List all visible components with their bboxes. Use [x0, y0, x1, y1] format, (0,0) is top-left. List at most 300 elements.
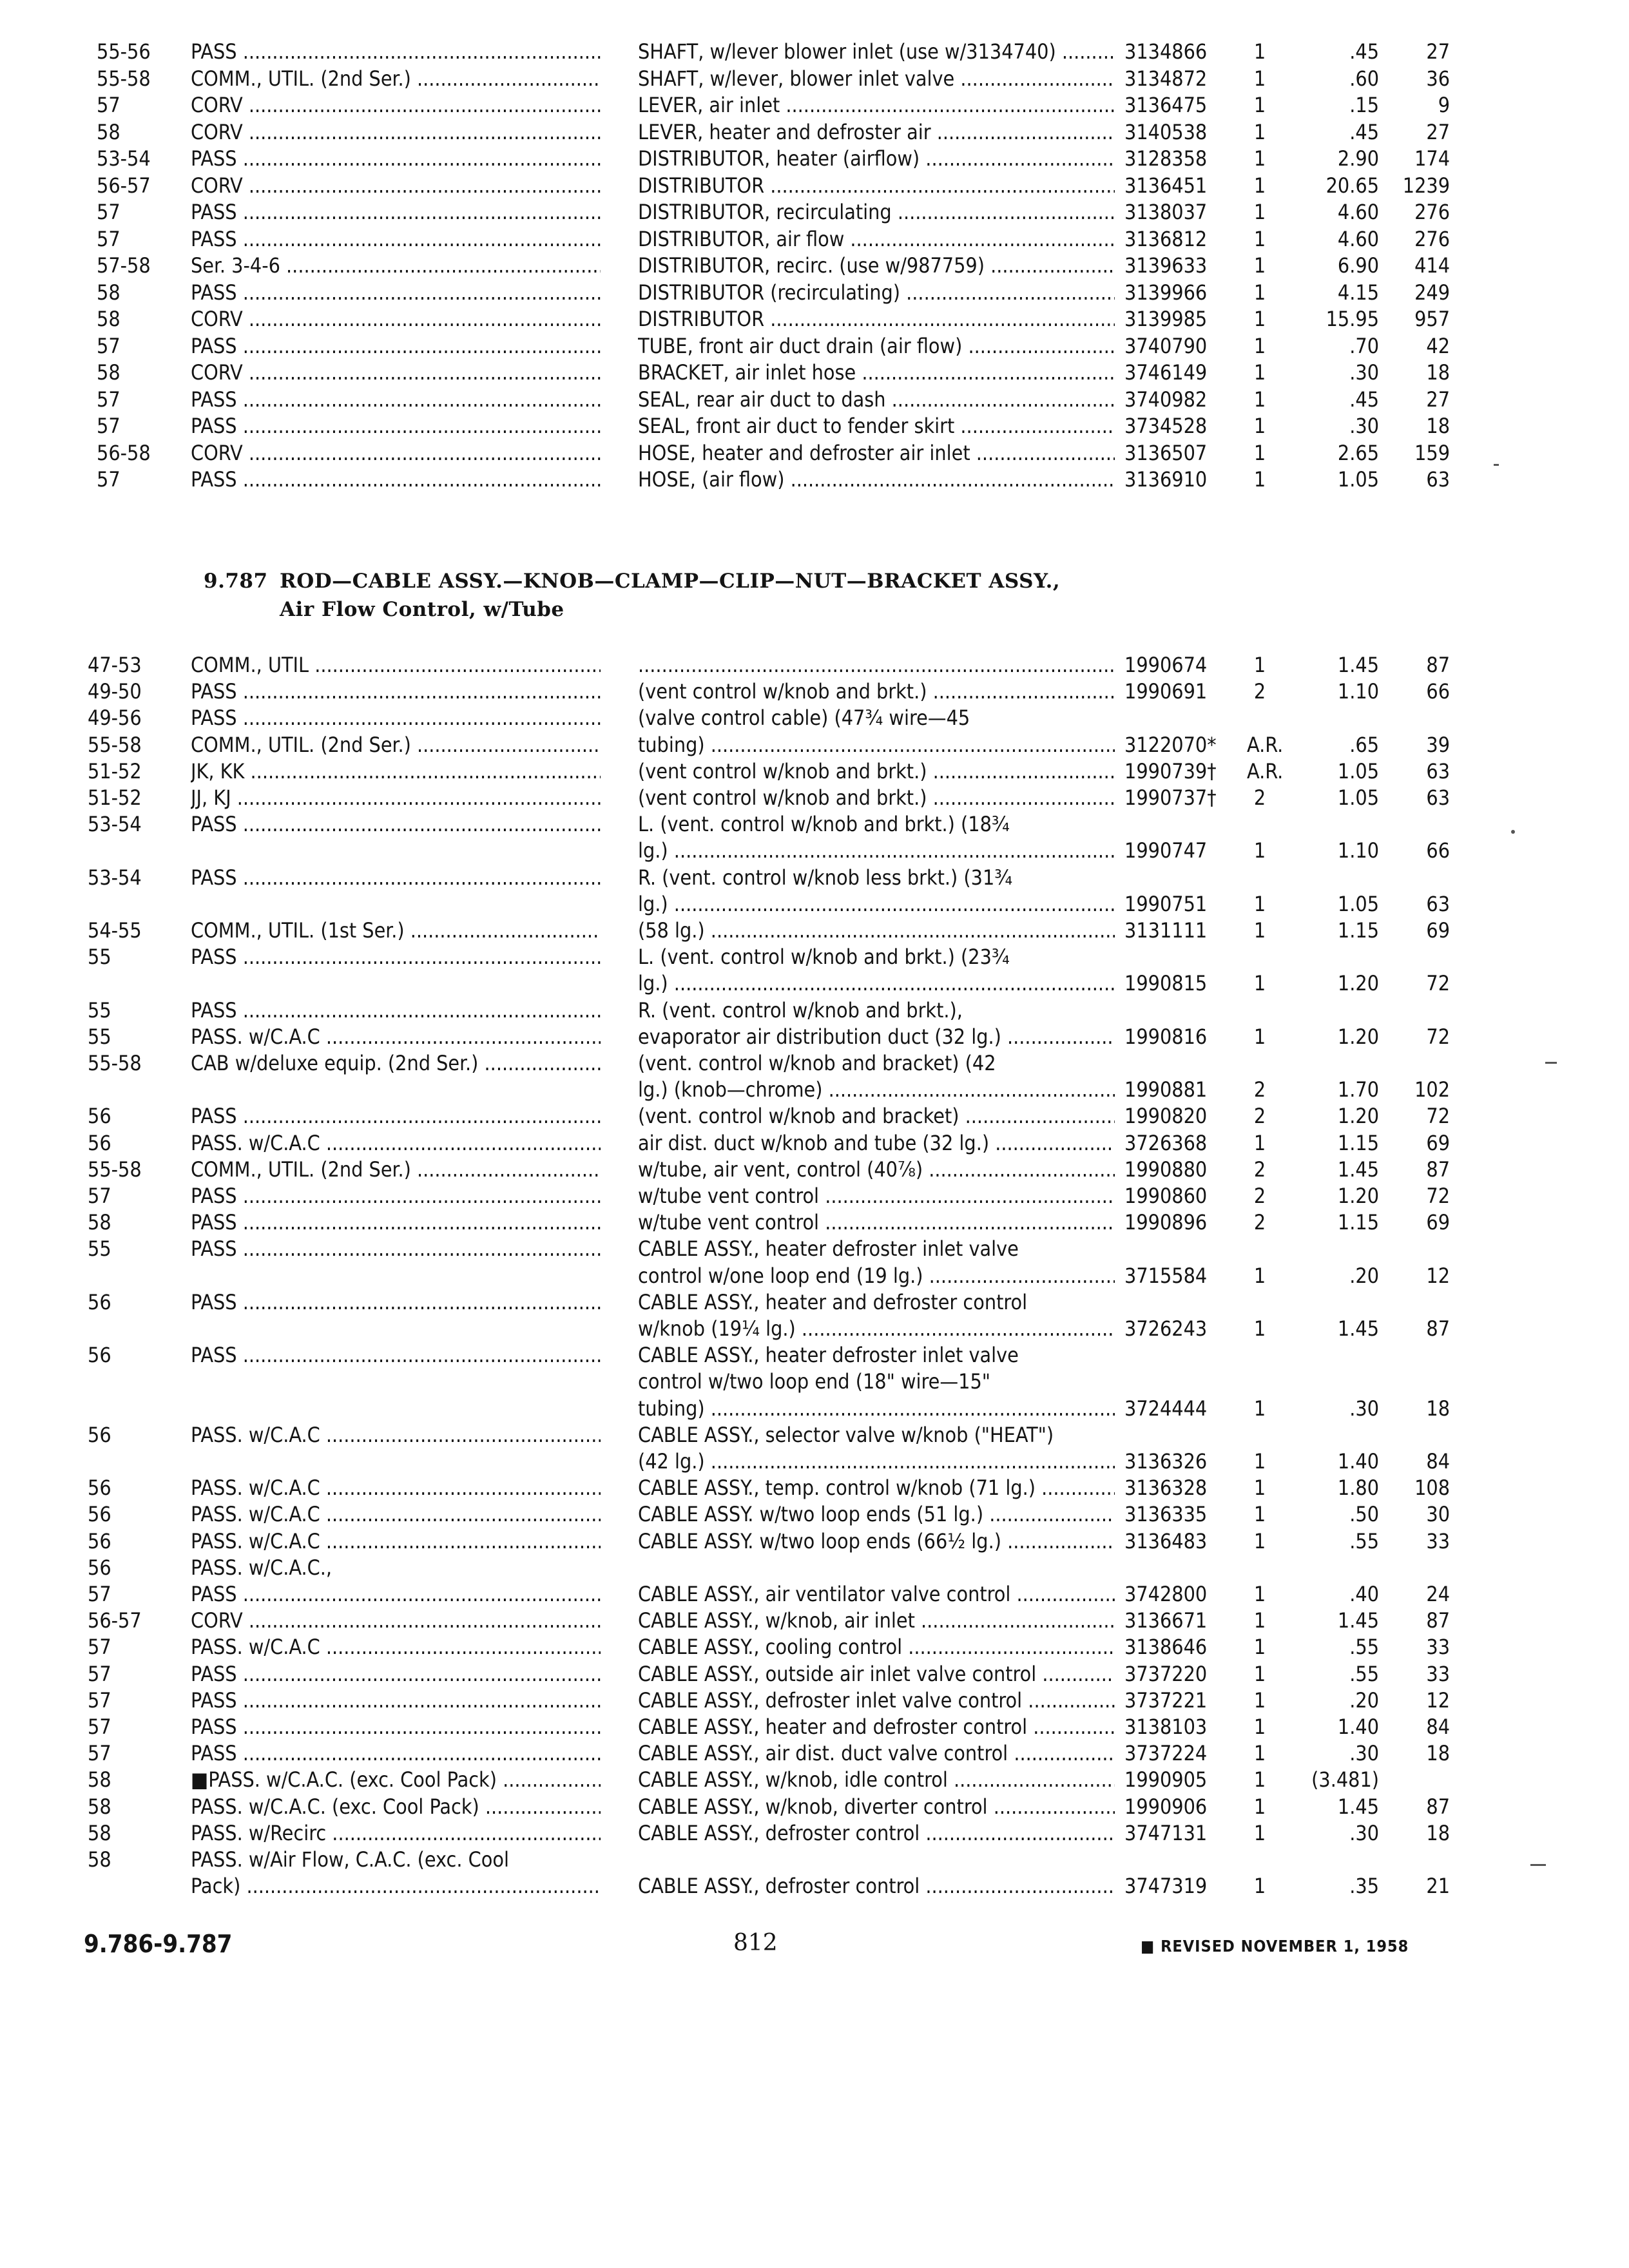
description-cell: CABLE ASSY., w/knob, air inlet .....	[638, 1608, 1115, 1633]
quantity-cell: A.R.	[1247, 758, 1284, 783]
year-cell: 56	[88, 1528, 111, 1553]
description-cell: w/tube vent control .....	[638, 1209, 1115, 1235]
year-cell: 55-58	[88, 1157, 142, 1182]
table-row	[0, 1316, 1629, 1344]
list-price-cell: .15	[1349, 93, 1379, 117]
table-row	[0, 997, 1629, 1026]
dealer-price-cell: 69	[1426, 1210, 1450, 1235]
part-number-cell: 3136335	[1124, 1502, 1208, 1527]
table-row	[0, 1209, 1629, 1238]
list-price-cell: 1.05	[1337, 758, 1379, 783]
description-cell: SHAFT, w/lever, blower inlet valve .....	[638, 66, 1115, 91]
list-price-cell: 4.15	[1337, 280, 1379, 305]
part-number-cell: 3136812	[1124, 226, 1208, 251]
list-price-cell: 1.80	[1337, 1475, 1379, 1501]
dealer-price-cell: 18	[1426, 1741, 1450, 1766]
part-number-cell: 1990674	[1124, 653, 1208, 677]
quantity-cell: 1	[1253, 1820, 1266, 1845]
list-price-cell: 1.45	[1337, 1316, 1379, 1341]
year-cell: 58	[88, 1210, 111, 1235]
year-cell: 58	[97, 280, 120, 305]
dealer-price-cell: 102	[1414, 1077, 1450, 1102]
application-cell: PASS. w/C.A.C .....	[191, 1501, 601, 1527]
year-cell: 58	[97, 360, 120, 385]
part-number-cell: 1990820	[1124, 1104, 1208, 1129]
year-cell: 58	[88, 1820, 111, 1845]
footer-section-range: 9.786-9.787	[84, 1930, 233, 1958]
application-cell: PASS. w/C.A.C .....	[191, 1475, 601, 1501]
description-cell: CABLE ASSY., cooling control .....	[638, 1634, 1115, 1660]
list-price-cell: .65	[1349, 732, 1379, 757]
part-number-cell: 3136910	[1124, 467, 1208, 492]
quantity-cell: 1	[1253, 891, 1266, 916]
table-row	[0, 891, 1629, 919]
part-number-cell: 1990691	[1124, 679, 1208, 704]
table-row	[0, 970, 1629, 999]
application-cell: CORV .....	[191, 306, 601, 332]
application-cell: PASS .....	[191, 1661, 601, 1687]
quantity-cell: 1	[1253, 1661, 1266, 1686]
quantity-cell: 1	[1253, 440, 1266, 465]
quantity-cell: 1	[1253, 1475, 1266, 1501]
description-cell: DISTRIBUTOR, recirc. (use w/987759) .....	[638, 253, 1115, 278]
part-number-cell: 3136451	[1124, 173, 1208, 198]
quantity-cell: 1	[1253, 1874, 1266, 1899]
table-row	[0, 1342, 1629, 1370]
year-cell: 56-57	[97, 173, 151, 198]
quantity-cell: 1	[1253, 1449, 1266, 1474]
part-number-cell: 3131111	[1124, 918, 1208, 943]
application-cell: PASS .....	[191, 1236, 601, 1262]
quantity-cell: 1	[1253, 918, 1266, 943]
dealer-price-cell: 87	[1426, 1157, 1450, 1182]
year-cell: 56	[88, 1343, 111, 1368]
table-row	[0, 838, 1629, 866]
dealer-price-cell: 27	[1426, 39, 1450, 64]
dealer-price-cell: 18	[1426, 360, 1450, 385]
dealer-price-cell: 33	[1426, 1661, 1450, 1686]
year-cell: 56	[88, 1555, 111, 1580]
description-cell: CABLE ASSY., heater and defroster control .....	[638, 1714, 1115, 1740]
application-cell: JK, KK .....	[191, 758, 601, 784]
dealer-price-cell: 276	[1414, 226, 1450, 251]
part-number-cell: 3737220	[1124, 1661, 1208, 1686]
application-cell: PASS. w/C.A.C .....	[191, 1528, 601, 1554]
table-row	[0, 226, 1629, 255]
description-cell: BRACKET, air inlet hose .....	[638, 360, 1115, 385]
application-cell: PASS. w/Air Flow, C.A.C. (exc. Cool	[191, 1847, 509, 1872]
application-cell: Pack) .....	[191, 1873, 601, 1899]
year-cell: 57	[88, 1661, 111, 1686]
table-row	[0, 732, 1629, 760]
quantity-cell: 1	[1253, 1767, 1266, 1792]
part-number-cell: 3136671	[1124, 1608, 1208, 1633]
quantity-cell: 1	[1253, 280, 1266, 305]
table-row	[0, 1581, 1629, 1610]
description-cell: SHAFT, w/lever blower inlet (use w/3134740) .....	[638, 39, 1115, 64]
dealer-price-cell: 276	[1414, 200, 1450, 224]
quantity-cell: A.R.	[1247, 732, 1284, 757]
description-cell: w/knob (19¼ lg.) .....	[638, 1316, 1115, 1341]
list-price-cell: .55	[1349, 1528, 1379, 1553]
year-cell: 56-58	[97, 440, 151, 465]
year-cell: 58	[97, 119, 120, 144]
dealer-price-cell: 63	[1426, 758, 1450, 783]
year-cell: 58	[88, 1847, 111, 1872]
table-row	[0, 1714, 1629, 1742]
table-row	[0, 92, 1629, 120]
description-cell: SEAL, rear air duct to dash .....	[638, 387, 1115, 412]
year-cell: 58	[97, 307, 120, 331]
dealer-price-cell: 33	[1426, 1528, 1450, 1553]
year-cell: 57	[97, 467, 120, 492]
table-row	[0, 306, 1629, 334]
table-row	[0, 1289, 1629, 1318]
table-row	[0, 1555, 1629, 1583]
table-row	[0, 1608, 1629, 1636]
section-number: 9.787	[204, 570, 268, 593]
description-cell: CABLE ASSY., selector valve w/knob ("HEAT")	[638, 1422, 1054, 1447]
application-cell: PASS. w/Recirc .....	[191, 1820, 601, 1846]
description-cell: DISTRIBUTOR (recirculating) .....	[638, 280, 1115, 305]
application-cell: PASS .....	[191, 1342, 601, 1368]
list-price-cell: 4.60	[1337, 226, 1379, 251]
description-cell: lg.) .....	[638, 970, 1115, 996]
quantity-cell: 1	[1253, 253, 1266, 278]
quantity-cell: 1	[1253, 1396, 1266, 1421]
list-price-cell: 1.15	[1337, 918, 1379, 943]
table-row	[0, 413, 1629, 441]
table-row	[0, 1396, 1629, 1424]
section-subtitle: Air Flow Control, w/Tube	[280, 598, 564, 621]
dealer-price-cell: 87	[1426, 1794, 1450, 1819]
description-cell: (valve control cable) (47¾ wire—45	[638, 706, 970, 731]
list-price-cell: .45	[1349, 387, 1379, 412]
application-cell: PASS .....	[191, 1714, 601, 1740]
list-price-cell: 1.45	[1337, 1608, 1379, 1633]
application-cell: PASS .....	[191, 1209, 601, 1235]
quantity-cell: 1	[1253, 1635, 1266, 1660]
part-number-cell: 1990905	[1124, 1767, 1208, 1792]
list-price-cell: 1.10	[1337, 838, 1379, 863]
part-number-cell: 3737221	[1124, 1687, 1208, 1713]
table-row	[0, 1767, 1629, 1795]
application-cell: PASS .....	[191, 466, 601, 492]
dealer-price-cell: 27	[1426, 119, 1450, 144]
description-cell: control w/one loop end (19 lg.) .....	[638, 1263, 1115, 1289]
quantity-cell: 1	[1253, 1316, 1266, 1341]
part-number-cell: 3140538	[1124, 119, 1208, 144]
table-row	[0, 66, 1629, 94]
quantity-cell: 1	[1253, 414, 1266, 438]
dealer-price-cell: 249	[1414, 280, 1450, 305]
quantity-cell: 1	[1253, 1741, 1266, 1766]
quantity-cell: 1	[1253, 1263, 1266, 1288]
dealer-price-cell: 63	[1426, 785, 1450, 810]
part-number-cell: 3136328	[1124, 1475, 1208, 1501]
application-cell: PASS .....	[191, 865, 601, 890]
application-cell: PASS .....	[191, 39, 601, 64]
list-price-cell: 2.90	[1337, 146, 1379, 171]
list-price-cell: (3.481)	[1311, 1767, 1379, 1792]
description-cell: DISTRIBUTOR, heater (airflow) .....	[638, 146, 1115, 171]
description-cell: TUBE, front air duct drain (air flow) .....	[638, 333, 1115, 359]
quantity-cell: 2	[1253, 1104, 1266, 1129]
description-cell: (vent control w/knob and brkt.) .....	[638, 785, 1115, 811]
table-row	[0, 1740, 1629, 1769]
year-cell: 47-53	[88, 653, 142, 677]
list-price-cell: 1.70	[1337, 1077, 1379, 1102]
year-cell: 56	[88, 1475, 111, 1501]
table-row	[0, 1448, 1629, 1477]
table-row	[0, 1130, 1629, 1158]
part-number-cell: 1990737†	[1124, 785, 1217, 810]
year-cell: 53-54	[88, 865, 142, 890]
dealer-price-cell: 9	[1438, 93, 1450, 117]
application-cell: PASS .....	[191, 1581, 601, 1607]
list-price-cell: 1.20	[1337, 1184, 1379, 1208]
list-price-cell: .20	[1349, 1687, 1379, 1713]
quantity-cell: 2	[1253, 1210, 1266, 1235]
year-cell: 58	[88, 1794, 111, 1819]
quantity-cell: 1	[1253, 307, 1266, 331]
dealer-price-cell: 84	[1426, 1715, 1450, 1739]
quantity-cell: 1	[1253, 66, 1266, 91]
section-title: ROD—CABLE ASSY.—KNOB—CLAMP—CLIP—NUT—BRACKET ASSY.,	[280, 570, 1061, 593]
table-row	[0, 1687, 1629, 1716]
quantity-cell: 1	[1253, 226, 1266, 251]
quantity-cell: 1	[1253, 1130, 1266, 1155]
list-price-cell: 1.40	[1337, 1449, 1379, 1474]
quantity-cell: 1	[1253, 1528, 1266, 1553]
description-cell: (vent. control w/knob and bracket) .....	[638, 1103, 1115, 1129]
part-number-cell: 3139966	[1124, 280, 1208, 305]
application-cell: PASS .....	[191, 413, 601, 439]
table-row	[0, 440, 1629, 468]
dealer-price-cell: 12	[1426, 1263, 1450, 1288]
list-price-cell: .70	[1349, 333, 1379, 358]
quantity-cell: 1	[1253, 387, 1266, 412]
list-price-cell: .45	[1349, 119, 1379, 144]
dealer-price-cell: 18	[1426, 414, 1450, 438]
list-price-cell: .30	[1349, 1741, 1379, 1766]
revision-note: ■ REVISED NOVEMBER 1, 1958	[1141, 1937, 1409, 1956]
application-cell: PASS .....	[191, 226, 601, 252]
description-cell: HOSE, heater and defroster air inlet .....	[638, 440, 1115, 466]
application-cell: PASS .....	[191, 944, 601, 970]
application-cell: CORV .....	[191, 119, 601, 145]
quantity-cell: 1	[1253, 1502, 1266, 1527]
quantity-cell: 1	[1253, 467, 1266, 492]
part-number-cell: 3138646	[1124, 1635, 1208, 1660]
part-number-cell: 3740982	[1124, 387, 1208, 412]
quantity-cell: 1	[1253, 653, 1266, 677]
application-cell: COMM., UTIL. (2nd Ser.) .....	[191, 732, 601, 758]
list-price-cell: 6.90	[1337, 253, 1379, 278]
description-cell: evaporator air distribution duct (32 lg.) .....	[638, 1024, 1115, 1050]
part-number-cell: 3139633	[1124, 253, 1208, 278]
description-cell: (vent control w/knob and brkt.) .....	[638, 758, 1115, 784]
application-cell: PASS. w/C.A.C.,	[191, 1555, 332, 1580]
application-cell: PASS. w/C.A.C. (exc. Cool Pack) .....	[191, 1794, 601, 1820]
quantity-cell: 1	[1253, 333, 1266, 358]
description-cell: lg.) .....	[638, 838, 1115, 863]
dealer-price-cell: 66	[1426, 838, 1450, 863]
application-cell: CORV .....	[191, 1608, 601, 1633]
quantity-cell: 2	[1253, 679, 1266, 704]
year-cell: 57	[88, 1635, 111, 1660]
year-cell: 57	[88, 1582, 111, 1606]
description-cell: tubing) .....	[638, 732, 1115, 758]
table-row	[0, 1847, 1629, 1875]
dealer-price-cell: 69	[1426, 918, 1450, 943]
quantity-cell: 1	[1253, 1794, 1266, 1819]
dealer-price-cell: 414	[1414, 253, 1450, 278]
list-price-cell: .40	[1349, 1582, 1379, 1606]
description-cell: CABLE ASSY. w/two loop ends (66½ lg.) .....	[638, 1528, 1115, 1554]
year-cell: 51-52	[88, 758, 142, 783]
application-cell: JJ, KJ .....	[191, 785, 601, 811]
description-cell: CABLE ASSY., heater and defroster control	[638, 1289, 1028, 1314]
year-cell: 56	[88, 1289, 111, 1314]
list-price-cell: 4.60	[1337, 200, 1379, 224]
list-price-cell: .55	[1349, 1661, 1379, 1686]
table-row	[0, 146, 1629, 174]
part-number-cell: 1990896	[1124, 1210, 1208, 1235]
description-cell	[638, 652, 1115, 678]
part-number-cell: 3747131	[1124, 1820, 1208, 1845]
dealer-price-cell: 36	[1426, 66, 1450, 91]
part-number-cell: 3136475	[1124, 93, 1208, 117]
quantity-cell: 1	[1253, 1024, 1266, 1049]
part-number-cell: 3724444	[1124, 1396, 1208, 1421]
list-price-cell: 1.45	[1337, 653, 1379, 677]
list-price-cell: 1.40	[1337, 1715, 1379, 1739]
part-number-cell: 1990906	[1124, 1794, 1208, 1819]
table-row	[0, 1183, 1629, 1211]
quantity-cell: 2	[1253, 785, 1266, 810]
part-number-cell: 3742800	[1124, 1582, 1208, 1606]
table-row	[0, 1475, 1629, 1503]
dealer-price-cell: 159	[1414, 440, 1450, 465]
year-cell: 51-52	[88, 785, 142, 810]
description-cell: w/tube vent control .....	[638, 1183, 1115, 1209]
application-cell: CORV .....	[191, 92, 601, 118]
list-price-cell: .30	[1349, 1820, 1379, 1845]
table-row	[0, 1263, 1629, 1291]
year-cell: 57	[88, 1741, 111, 1766]
description-cell: DISTRIBUTOR .....	[638, 306, 1115, 332]
year-cell: 56-57	[88, 1608, 142, 1633]
table-row	[0, 865, 1629, 893]
application-cell: PASS. w/C.A.C .....	[191, 1422, 601, 1448]
table-row	[0, 705, 1629, 733]
part-number-cell: 1990747	[1124, 838, 1208, 863]
year-cell: 56	[88, 1422, 111, 1447]
dealer-price-cell: 21	[1426, 1874, 1450, 1899]
year-cell: 56	[88, 1502, 111, 1527]
part-number-cell: 3747319	[1124, 1874, 1208, 1899]
year-cell: 55	[88, 997, 111, 1023]
list-price-cell: 2.65	[1337, 440, 1379, 465]
description-cell: (42 lg.) .....	[638, 1448, 1115, 1474]
part-number-cell: 3138037	[1124, 200, 1208, 224]
year-cell: 57-58	[97, 253, 151, 278]
application-cell: PASS .....	[191, 705, 601, 731]
list-price-cell: 1.10	[1337, 679, 1379, 704]
description-cell: CABLE ASSY., w/knob, diverter control .....	[638, 1794, 1115, 1820]
dealer-price-cell: 72	[1426, 1024, 1450, 1049]
part-number-cell: 3737224	[1124, 1741, 1208, 1766]
table-row	[0, 466, 1629, 495]
description-cell: CABLE ASSY., defroster control .....	[638, 1873, 1115, 1899]
dealer-price-cell: 12	[1426, 1687, 1450, 1713]
application-cell: PASS. w/C.A.C .....	[191, 1130, 601, 1156]
quantity-cell: 1	[1253, 838, 1266, 863]
table-row	[0, 173, 1629, 201]
dealer-price-cell: 1239	[1402, 173, 1450, 198]
list-price-cell: 1.45	[1337, 1157, 1379, 1182]
table-row	[0, 1369, 1629, 1397]
dealer-price-cell: 27	[1426, 387, 1450, 412]
quantity-cell: 1	[1253, 39, 1266, 64]
year-cell: 55	[88, 1236, 111, 1262]
application-cell: PASS .....	[191, 1289, 601, 1315]
year-cell: 55	[88, 1024, 111, 1049]
description-cell: (vent control w/knob and brkt.) .....	[638, 678, 1115, 704]
description-cell: DISTRIBUTOR .....	[638, 173, 1115, 198]
list-price-cell: .35	[1349, 1874, 1379, 1899]
part-number-cell: 3122070*	[1124, 732, 1217, 757]
description-cell: CABLE ASSY., defroster inlet valve control .....	[638, 1687, 1115, 1713]
list-price-cell: .30	[1349, 414, 1379, 438]
description-cell: R. (vent. control w/knob and brkt.),	[638, 997, 963, 1023]
dealer-price-cell: 63	[1426, 467, 1450, 492]
table-row	[0, 119, 1629, 148]
description-cell: CABLE ASSY., w/knob, idle control .....	[638, 1767, 1115, 1792]
year-cell: 55-58	[88, 732, 142, 757]
table-row	[0, 333, 1629, 361]
application-cell: PASS .....	[191, 387, 601, 412]
list-price-cell: 1.20	[1337, 1104, 1379, 1129]
description-cell: CABLE ASSY., temp. control w/knob (71 lg.) .....	[638, 1475, 1115, 1501]
part-number-cell: 3136326	[1124, 1449, 1208, 1474]
list-price-cell: 1.20	[1337, 1024, 1379, 1049]
table-row	[0, 811, 1629, 840]
year-cell: 49-56	[88, 706, 142, 731]
year-cell: 57	[97, 226, 120, 251]
scan-mark	[1545, 1062, 1557, 1064]
year-cell: 55-56	[97, 39, 151, 64]
description-cell: DISTRIBUTOR, air flow .....	[638, 226, 1115, 252]
year-cell: 57	[97, 387, 120, 412]
description-cell: lg.) (knob—chrome) .....	[638, 1077, 1115, 1102]
description-cell: air dist. duct w/knob and tube (32 lg.) .....	[638, 1130, 1115, 1156]
description-cell: control w/two loop end (18" wire—15"	[638, 1369, 990, 1394]
quantity-cell: 1	[1253, 1582, 1266, 1606]
application-cell: PASS .....	[191, 280, 601, 305]
part-number-cell: 3726368	[1124, 1130, 1208, 1155]
part-number-cell: 3746149	[1124, 360, 1208, 385]
table-row	[0, 1820, 1629, 1849]
part-number-cell: 1990751	[1124, 891, 1208, 916]
application-cell: CORV .....	[191, 360, 601, 385]
table-row	[0, 360, 1629, 388]
part-number-cell: 3740790	[1124, 333, 1208, 358]
part-number-cell: 3136507	[1124, 440, 1208, 465]
application-cell: CORV .....	[191, 173, 601, 198]
table-row	[0, 1501, 1629, 1530]
